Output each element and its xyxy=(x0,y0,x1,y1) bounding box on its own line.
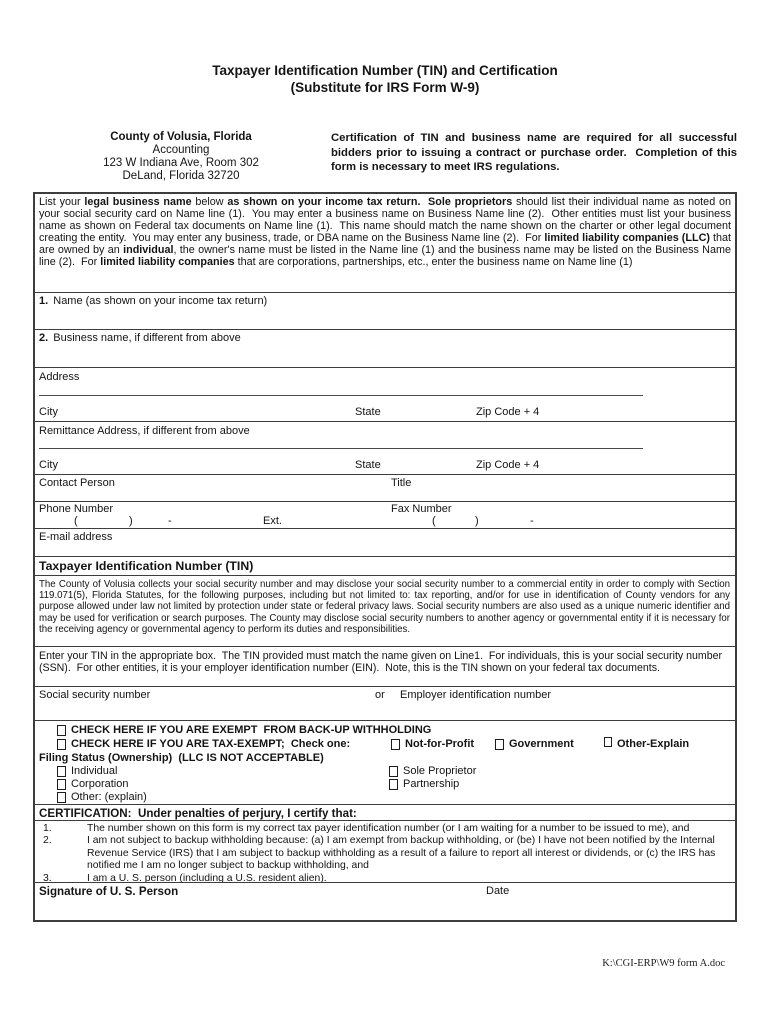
date-label: Date xyxy=(486,885,510,897)
certification-item-2-num: 2. xyxy=(43,835,52,847)
remittance-address-label: Remittance Address, if different from above xyxy=(39,425,250,437)
other-explain-checkbox[interactable] xyxy=(604,737,612,747)
sole-proprietor-checkbox[interactable] xyxy=(389,766,398,777)
other-explain-label: Other-Explain xyxy=(617,738,690,750)
name-field-label: 1. Name (as shown on your income tax return) xyxy=(39,295,268,307)
phone-ext-label: Ext. xyxy=(263,515,282,527)
corporation-label: Corporation xyxy=(71,778,129,790)
fax-number-label: Fax Number xyxy=(391,503,452,515)
form-title xyxy=(0,0,770,96)
certification-list xyxy=(35,820,735,882)
business-name-field-row[interactable] xyxy=(35,329,735,367)
phone-paren-close: ) xyxy=(129,515,133,527)
address-block-row xyxy=(35,367,735,421)
certification-item-3-text: I am a U. S. person (including a U.S. resident alien). xyxy=(87,872,327,884)
remittance-block-row xyxy=(35,421,735,474)
tin-section-heading: Taxpayer Identification Number (TIN) xyxy=(35,556,735,575)
contact-title-row[interactable] xyxy=(35,474,735,501)
remittance-state-label: State xyxy=(355,459,381,471)
exempt-backup-withholding-label: CHECK HERE IF YOU ARE EXEMPT FROM BACK-UP WITHHOLDING xyxy=(71,724,432,736)
form-title-line2: (Substitute for IRS Form W-9) xyxy=(290,80,480,95)
certification-item-1-num: 1. xyxy=(43,823,52,834)
certification-item-2-text: I am not subject to backup withholding because: (a) I am exempt from backup withholding, or (be) I have not been notified by the Internal Revenue Service (IRS) that I am subject to backup withholding as a result of a failure to report all interest or dividends, or (c) the IRS has notified me I am no longer subject to backup withholding, and xyxy=(87,835,719,872)
ein-label: Employer identification number xyxy=(400,689,552,701)
certification-notice: Certification of TIN and business name are required for all successful bidders prior to issuing a contract or purchase order. Completion of this form is necessary to meet IRS regulations. xyxy=(331,132,741,173)
other-filing-label: Other: (explain) xyxy=(71,791,147,803)
certification-item-3-num: 3. xyxy=(43,872,52,884)
or-label: or xyxy=(375,689,385,701)
email-field-row[interactable] xyxy=(35,528,735,556)
exemption-filing-status-row xyxy=(35,720,735,804)
title-label: Title xyxy=(391,477,412,489)
tax-exempt-checkbox[interactable] xyxy=(57,739,66,750)
not-for-profit-checkbox[interactable] xyxy=(391,739,400,750)
corporation-checkbox[interactable] xyxy=(57,779,66,790)
phone-number-label: Phone Number xyxy=(39,503,113,515)
remittance-city-label: City xyxy=(39,459,58,471)
certification-item-1-text: The number shown on this form is my correct tax payer identification number (or I am waiting for a number to be issued to me), and xyxy=(87,823,690,834)
filing-status-heading: Filing Status (Ownership) (LLC IS NOT ACCEPTABLE) xyxy=(39,752,324,764)
agency-address-block xyxy=(65,131,297,183)
certification-heading: CERTIFICATION: Under penalties of perjury, I certify that: xyxy=(35,804,735,820)
signature-row xyxy=(35,882,735,920)
agency-city: DeLand, Florida 32720 xyxy=(122,170,240,182)
form-header xyxy=(0,131,770,183)
certification-item-2 xyxy=(35,835,735,872)
phone-paren-open: ( xyxy=(74,515,78,527)
city-label: City xyxy=(39,406,58,418)
agency-dept: Accounting xyxy=(152,144,210,156)
instructions-paragraph: List your legal business name below as shown on your income tax return. Sole proprietors should list their individual name as noted on your social security card on Name line (1). You may enter a business name on Business Name line (2). Other entities must list your business name as shown on Federal tax documents on Name line (1). This name should match the name shown on the charter or other legal document creating the entity. You may enter any business, trade, or DBA name on the Business Name line (2). For limited liability companies (LLC) that are owned by an individual, the owner's name must be listed in the Name line (1) and the business name may be listed on the Business Name line (2). For limited liability companies that are corporations, partnerships, etc., enter the business name on Name line (1) xyxy=(39,196,734,268)
address-input-line[interactable] xyxy=(39,395,643,396)
phone-dash: - xyxy=(168,515,172,527)
agency-street: 123 W Indiana Ave, Room 302 xyxy=(103,157,259,169)
business-name-field-label: 2. Business name, if different from above xyxy=(39,332,241,344)
ssn-disclosure-paragraph: The County of Volusia collects your social security number and may disclose your social security number to a commercial entity in order to comply with Section 119.071(5), Florida Statutes, for the following purposes, including but not limited to: tax reporting, and/or for use in identification of County vendors for any purpose allowed under law not limited by protection under state or federal privacy laws. Social security numbers are also used as a unique numeric identifier and may be used for verification or search purposes. The County may disclose social security numbers to another agency or governmental entity if it is necessary for the receiving agency or governmental agency to perform its duties and responsibilities. xyxy=(35,575,735,646)
exempt-backup-withholding-checkbox[interactable] xyxy=(57,725,66,736)
government-checkbox[interactable] xyxy=(495,739,504,750)
other-filing-checkbox[interactable] xyxy=(57,792,66,803)
state-label: State xyxy=(355,406,381,418)
partnership-checkbox[interactable] xyxy=(389,779,398,790)
fax-paren-open: ( xyxy=(432,515,436,527)
partnership-label: Partnership xyxy=(403,778,460,790)
form-title-line1: Taxpayer Identification Number (TIN) and Certification xyxy=(212,63,558,78)
date-input-area[interactable] xyxy=(486,901,636,917)
name-field-row[interactable] xyxy=(35,292,735,329)
file-path-footnote: K:\CGI-ERP\W9 form A.doc xyxy=(602,958,725,969)
tin-entry-row xyxy=(35,686,735,720)
address-label: Address xyxy=(39,371,80,383)
ein-input-area[interactable] xyxy=(415,703,665,717)
government-label: Government xyxy=(509,738,574,750)
form-table xyxy=(33,192,737,922)
not-for-profit-label: Not-for-Profit xyxy=(405,738,475,750)
remittance-zip-label: Zip Code + 4 xyxy=(476,459,540,471)
enter-tin-paragraph: Enter your TIN in the appropriate box. The TIN provided must match the name given on Line1. For individuals, this is your social security number (SSN). For other entities, it is your employer identification number (EIN). Note, this is the TIN shown on your federal tax documents. xyxy=(35,646,735,686)
zip-label: Zip Code + 4 xyxy=(476,406,540,418)
signature-input-area[interactable] xyxy=(75,901,375,917)
remittance-input-line[interactable] xyxy=(39,448,643,449)
sole-proprietor-label: Sole Proprietor xyxy=(403,765,477,777)
fax-dash: - xyxy=(530,515,534,527)
email-label: E-mail address xyxy=(39,531,113,543)
contact-person-label: Contact Person xyxy=(39,477,115,489)
phone-fax-row[interactable] xyxy=(35,501,735,528)
ssn-input-area[interactable] xyxy=(65,703,315,717)
individual-label: Individual xyxy=(71,765,118,777)
tax-exempt-label: CHECK HERE IF YOU ARE TAX-EXEMPT; Check one: xyxy=(71,738,351,750)
certification-item-1 xyxy=(35,823,735,835)
signature-label: Signature of U. S. Person xyxy=(39,885,179,898)
ssn-label: Social security number xyxy=(39,689,151,701)
agency-name: County of Volusia, Florida xyxy=(110,131,252,143)
individual-checkbox[interactable] xyxy=(57,766,66,777)
fax-paren-close: ) xyxy=(475,515,479,527)
